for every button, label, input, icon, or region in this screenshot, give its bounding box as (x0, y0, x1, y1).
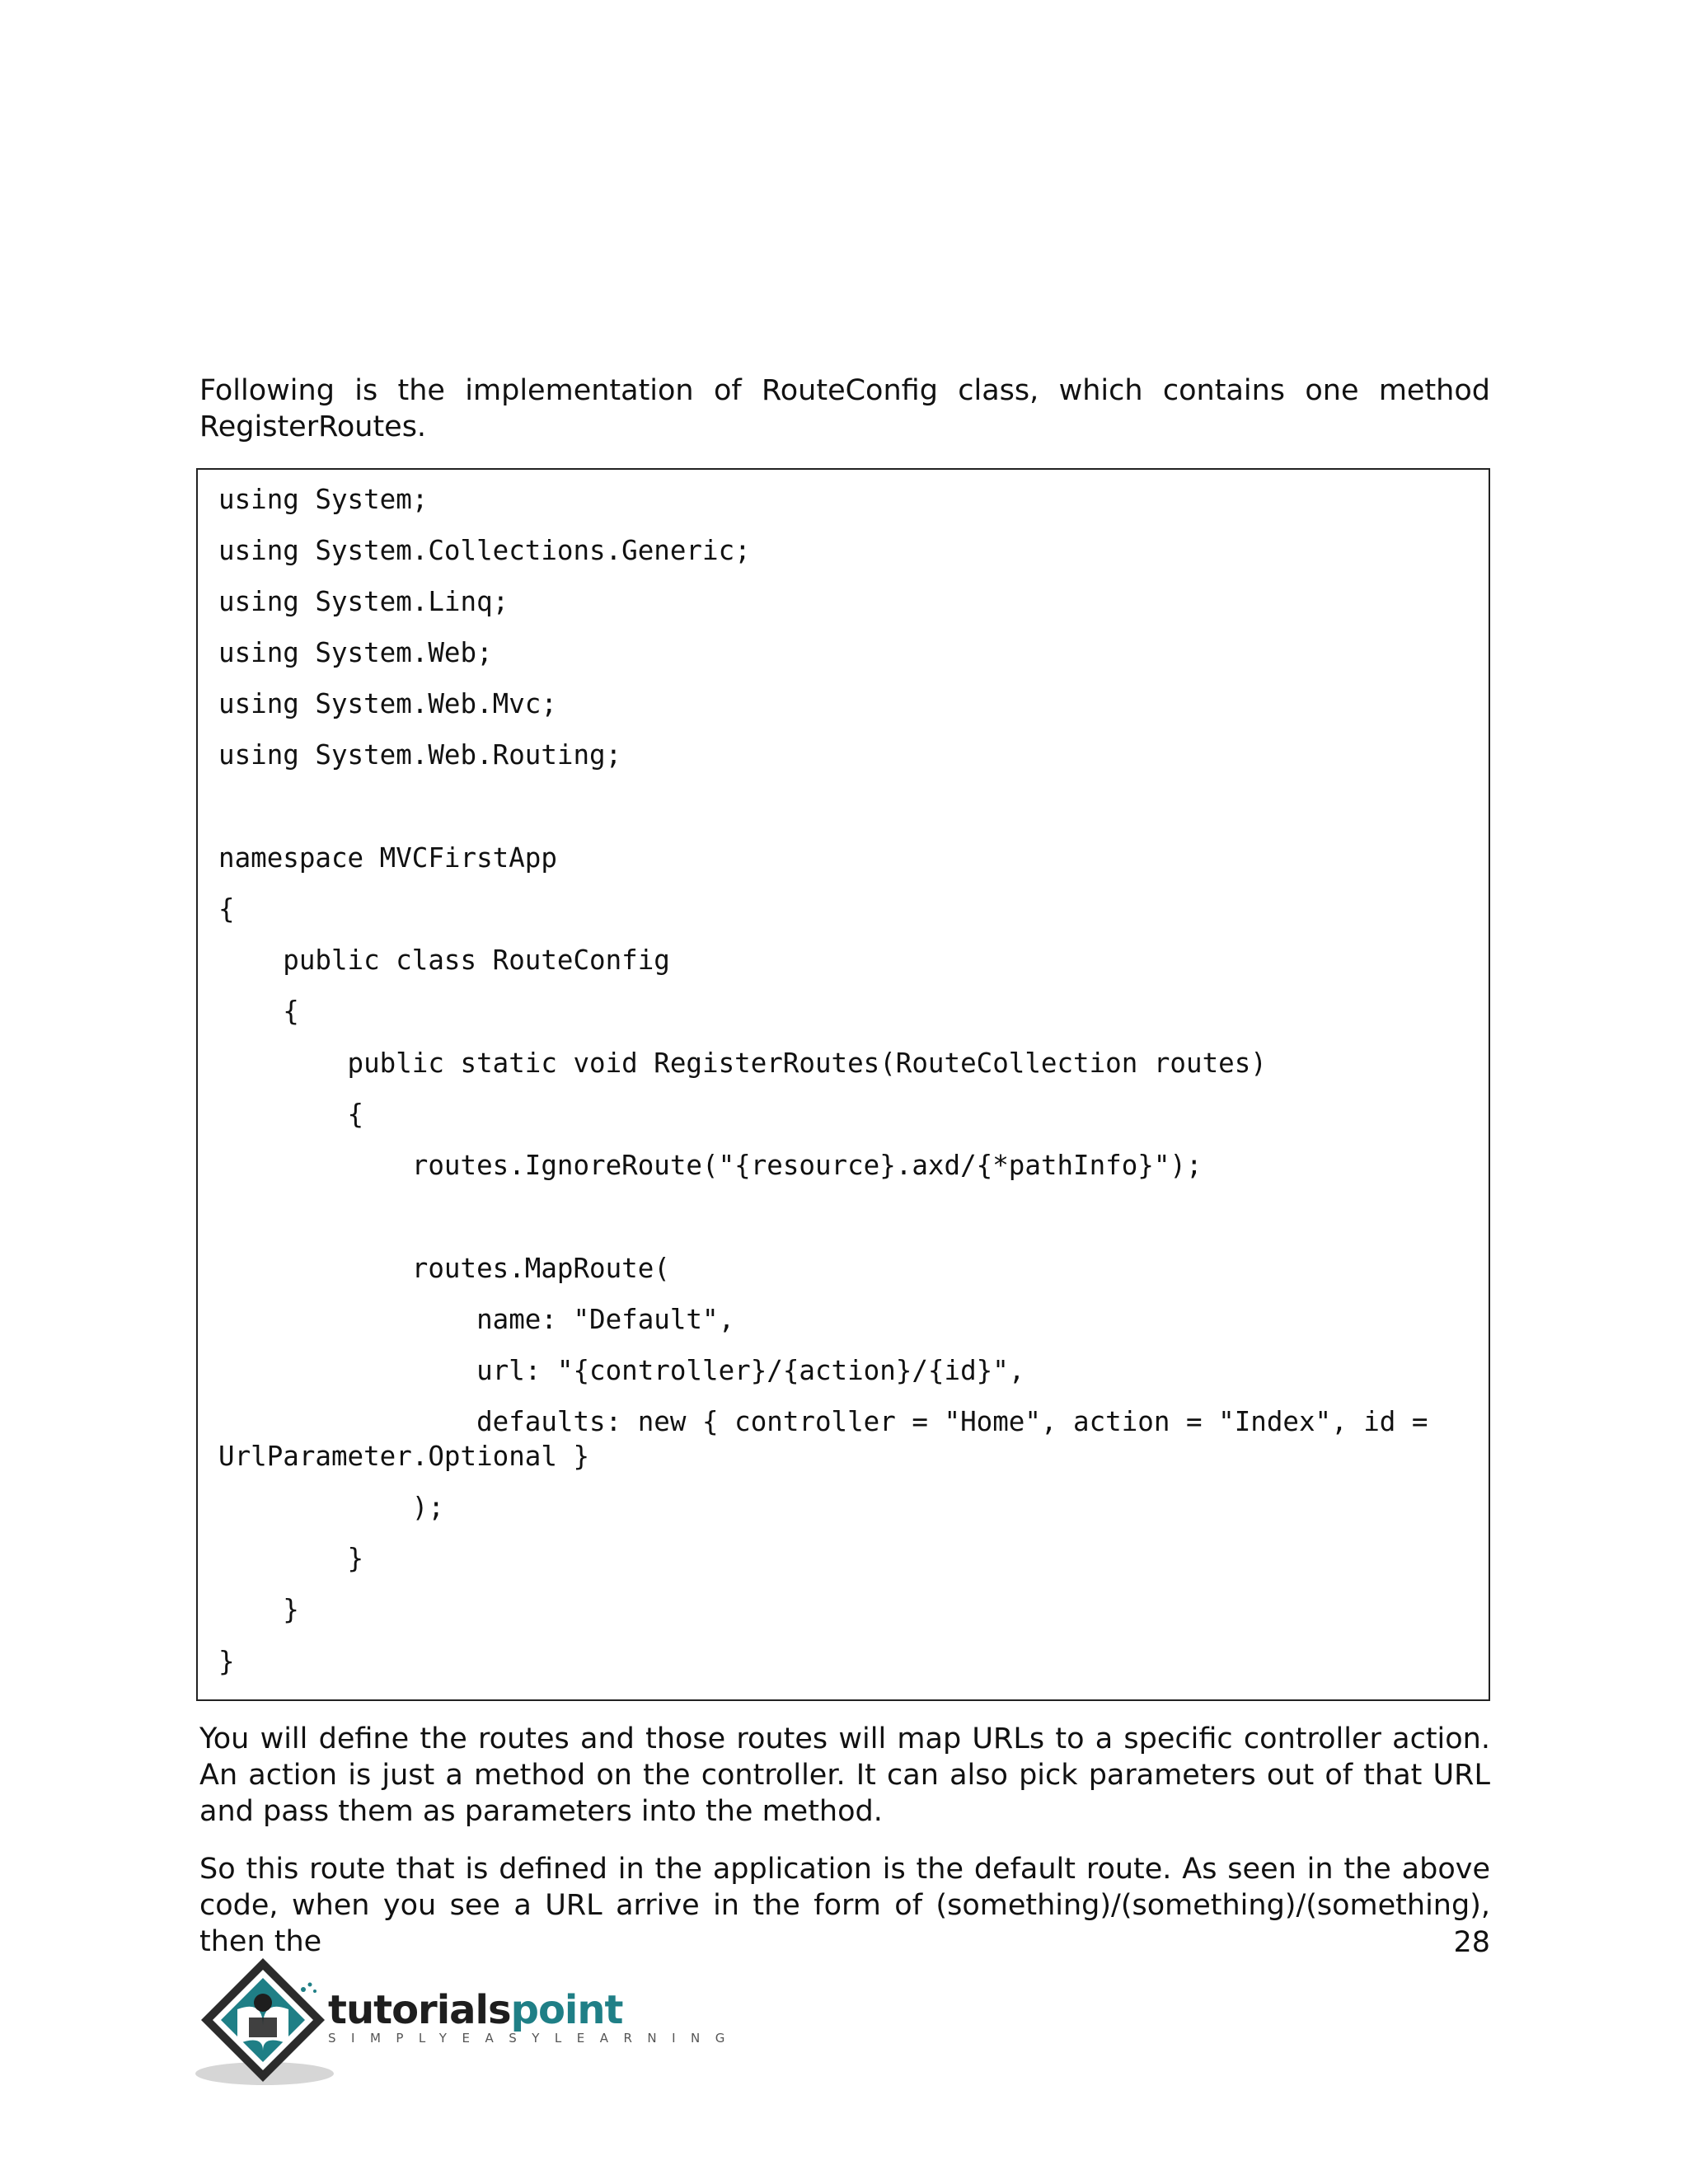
code-line: } (218, 1646, 235, 1677)
logo-wordmark (328, 1987, 622, 2033)
code-line: } (218, 1543, 364, 1574)
code-line: using System.Web.Routing; (218, 739, 622, 771)
code-line: ); (218, 1492, 444, 1523)
code-line: { (218, 996, 299, 1027)
code-line: { (218, 1099, 364, 1130)
code-line: name: "Default", (218, 1304, 735, 1335)
code-line: routes.IgnoreRoute("{resource}.axd/{*pathInfo}"); (218, 1150, 1203, 1181)
code-line: using System.Web.Mvc; (218, 688, 557, 719)
code-line: using System.Collections.Generic; (218, 535, 751, 566)
code-line: } (218, 1594, 299, 1625)
code-line: url: "{controller}/{action}/{id}", (218, 1355, 1025, 1386)
code-line: defaults: new { controller = "Home", action = "Index", id = (218, 1406, 1428, 1437)
code-line: public static void RegisterRoutes(RouteCollection routes) (218, 1047, 1267, 1079)
code-line: using System.Web; (218, 637, 493, 668)
page-number: 28 (1453, 1926, 1490, 1959)
code-line: routes.MapRoute( (218, 1253, 670, 1284)
code-line: UrlParameter.Optional } (218, 1441, 590, 1472)
body-paragraph-2: So this route that is defined in the application is the default route. As seen in the above code, when you see a URL arrive in the form of (something)/(something)/(something), then the (199, 1853, 1490, 1958)
logo-tagline: SIMPLYEASYLEARNING (328, 2031, 740, 2046)
logo-wordmark-part2: point (510, 1987, 623, 2033)
body-paragraph-1: You will define the routes and those routes will map URLs to a specific controller action. An action is just a method on the controller. It can also pick parameters out of that URL and pass them as parameters into the method. (199, 1722, 1490, 1828)
intro-paragraph: Following is the implementation of RouteConfig class, which contains one method RegisterRoutes. (199, 374, 1490, 443)
code-line: using System.Linq; (218, 586, 509, 617)
code-line: { (218, 893, 235, 925)
code-line: public class RouteConfig (218, 944, 670, 976)
code-line: namespace MVCFirstApp (218, 842, 557, 874)
code-line: using System; (218, 484, 429, 515)
logo-wordmark-part1: tutorials (328, 1987, 511, 2033)
